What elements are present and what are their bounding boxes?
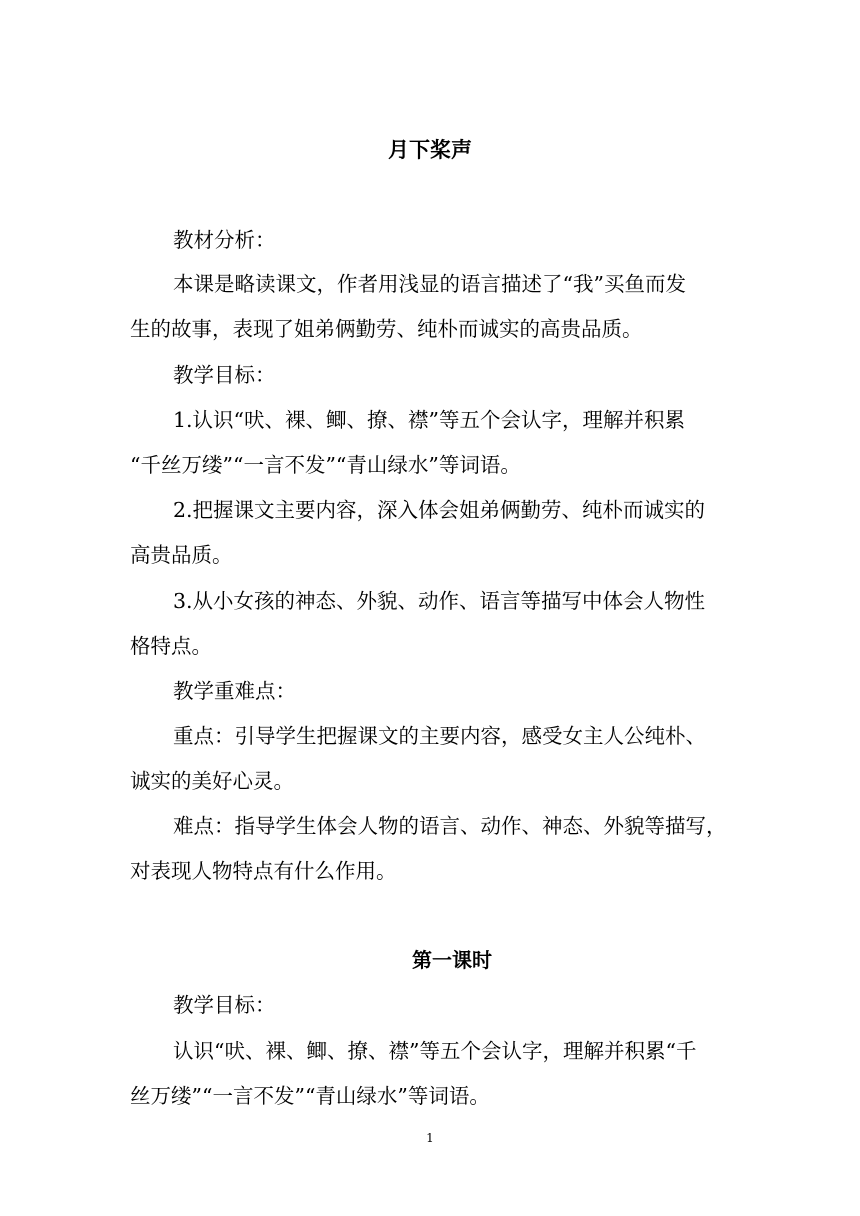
paragraph-line: “千丝万缕”“一言不发”“青山绿水”等词语。 [130,453,521,477]
paragraph-line: 格特点。 [130,634,212,658]
paragraph-line: 重点：引导学生把握课文的主要内容，感受女主人公纯朴、 [173,724,706,748]
page-number: 1 [426,1131,434,1145]
paragraph-line: 生的故事，表现了姐弟俩勤劳、纯朴而诚实的高贵品质。 [130,317,643,341]
heading-teaching-goals: 教学目标： [173,993,276,1017]
paragraph-line: 本课是略读课文，作者用浅显的语言描述了“我”买鱼而发 [173,272,686,296]
paragraph-line: 难点：指导学生体会人物的语言、动作、神态、外貌等描写， [173,814,727,838]
paragraph-line: 高贵品质。 [130,543,233,567]
paragraph-line: 1.认识“吠、裸、鲫、撩、襟”等五个会认字，理解并积累 [173,408,686,432]
heading-material-analysis: 教材分析： [173,228,276,252]
paragraph-line: 2.把握课文主要内容，深入体会姐弟俩勤劳、纯朴而诚实的 [173,498,706,522]
heading-teaching-goals: 教学目标： [173,363,276,387]
paragraph-line: 诚实的美好心灵。 [130,769,294,793]
paragraph-line: 3.从小女孩的神态、外貌、动作、语言等描写中体会人物性 [173,589,706,613]
document-title: 月下桨声 [388,138,472,162]
paragraph-line: 对表现人物特点有什么作用。 [130,859,397,883]
paragraph-line: 丝万缕”“一言不发”“青山绿水”等词语。 [130,1084,490,1108]
paragraph-line: 认识“吠、裸、鲫、撩、襟”等五个会认字，理解并积累“千 [173,1039,697,1063]
section-title: 第一课时 [412,948,492,972]
heading-key-points: 教学重难点： [173,679,296,703]
